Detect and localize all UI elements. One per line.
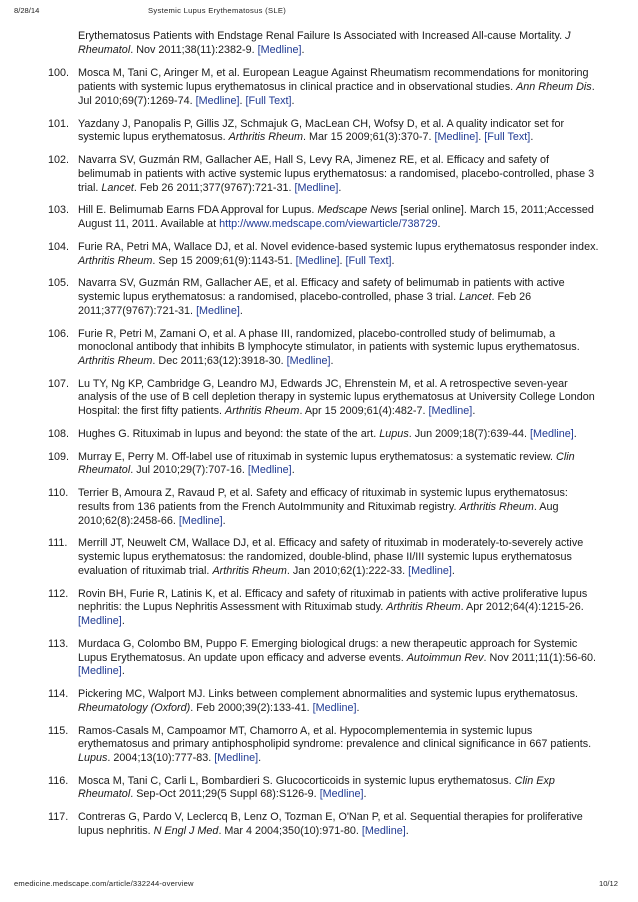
reference-text: Hughes G. Rituximab in lupus and beyond: the state of the art.	[78, 427, 380, 440]
reference-item: 107. Lu TY, Ng KP, Cambridge G, Leandro MJ, Edwards JC, Ehrenstein M, et al. A retrospective seven-year analysis of the use of B cell depletion therapy in systemic lupus erythematosus at University College London Hospital: the first fifty patients. Arthritis Rheum. Apr 15 2009;61(4):482-7. [Medline].	[48, 377, 595, 418]
reference-text: Navarra SV, Guzmán RM, Gallacher AE, et al. Efficacy and safety of belimumab in patients with active systemic lupus erythematosus: a randomised, placebo-controlled, phase 3 trial.	[78, 277, 565, 304]
reference-item: 102. Navarra SV, Guzmán RM, Gallacher AE, Hall S, Levy RA, Jimenez RE, et al. Efficacy and safety of belimumab in patients with active systemic lupus erythematosus: a randomised, placebo-controlled, phase 3 trial. Lancet. Feb 26 2011;377(9767):721-31. [Medline].	[48, 154, 595, 194]
citation-details: . Dec 2011;63(12):3918-30.	[152, 354, 287, 367]
reference-text: Murdaca G, Colombo BM, Puppo F. Emerging biological drugs: a new therapeutic approach for Systemic Lupus Erythematosus. An update upon efficacy and adverse events.	[78, 637, 578, 664]
page-number: 10/12	[598, 879, 618, 888]
journal-name: J Rheumatol	[78, 30, 571, 56]
reference-number: 105.	[48, 277, 70, 290]
journal-name: Arthritis Rheum	[386, 601, 461, 614]
citation-details: . Apr 2012;64(4):1215-26.	[460, 601, 584, 614]
reference-text: Rovin BH, Furie R, Latinis K, et al. Efficacy and safety of rituximab in patients with active proliferative lupus nephritis: the Lupus Nephritis Assessment with Rituximab study.	[78, 587, 588, 614]
references-list	[0, 30, 638, 848]
journal-name: Autoimmun Rev	[406, 651, 484, 664]
reference-item: 105. Navarra SV, Guzmán RM, Gallacher AE, et al. Efficacy and safety of belimumab in patients with active systemic lupus erythematosus: a randomised, placebo-controlled, phase 3 trial. Lancet. Feb 26 2011;377(9767):721-31. [Medline].	[48, 277, 565, 317]
reference-continued: Erythematosus Patients with Endstage Renal Failure Is Associated with Increased All-cause Mortality. J Rheumatol. Nov 2011;38(11):2382-9. [Medline].	[78, 30, 571, 56]
journal-name: Arthritis Rheum	[78, 354, 153, 367]
reference-text: Lu TY, Ng KP, Cambridge G, Leandro MJ, Edwards JC, Ehrenstein M, et al. A retrospective seven-year analysis of the use of B cell depletion therapy in systemic lupus erythematosus at University College London Hospital: the first fifty patients.	[78, 377, 595, 418]
citation-details: . Feb 26 2011;377(9767):721-31.	[133, 181, 295, 194]
reference-number: 115.	[48, 724, 69, 737]
reference-item: 116. Mosca M, Tani C, Carli L, Bombardieri S. Glucocorticoids in systemic lupus erythematosus. Clin Exp Rheumatol. Sep-Oct 2011;29(5 Suppl 68):S126-9. [Medline].	[48, 774, 555, 801]
journal-name: Arthritis Rheum	[212, 564, 287, 577]
citation-details: . Mar 15 2009;61(3):370-7.	[303, 131, 435, 144]
reference-number: 114.	[48, 688, 69, 701]
reference-number: 107.	[48, 377, 70, 390]
medline-link[interactable]: [Medline]	[295, 254, 340, 267]
citation-details: . Mar 4 2004;350(10):971-80.	[218, 824, 362, 837]
reference-number: 102.	[48, 154, 70, 167]
citation-details: . Jan 2010;62(1):222-33.	[286, 564, 409, 577]
citation-details: . Jul 2010;29(7):707-16.	[130, 464, 248, 477]
reference-item: 106. Furie R, Petri M, Zamani O, et al. A phase III, randomized, placebo-controlled study of belimumab, a monoclonal antibody that inhibits B lymphocyte stimulator, in patients with systemic lupus erythematosus. Arthritis Rheum. Dec 2011;63(12):3918-30. [Medline].	[48, 327, 580, 367]
reference-number: 103.	[48, 204, 70, 217]
reference-item: 101. Yazdany J, Panopalis P, Gillis JZ, Schmajuk G, MacLean CH, Wofsy D, et al. A quality indicator set for systemic lupus erythematosus. Arthritis Rheum. Mar 15 2009;61(3):370-7. [Medline]. [Full Text].	[48, 117, 565, 144]
medline-link[interactable]: [Medline]	[247, 464, 292, 477]
citation-details: . Jun 2009;18(7):639-44.	[408, 427, 530, 440]
reference-text: Yazdany J, Panopalis P, Gillis JZ, Schmajuk G, MacLean CH, Wofsy D, et al. A quality indicator set for systemic lupus erythematosus.	[78, 117, 565, 144]
medline-link[interactable]: [Medline]	[286, 354, 331, 367]
medline-link[interactable]: [Medline]	[196, 304, 240, 317]
full-text-link[interactable]: [Full Text]	[345, 254, 392, 267]
reference-item: 114. Pickering MC, Walport MJ. Links between complement abnormalities and systemic lupus erythematosus. Rheumatology (Oxford). Feb 2000;39(2):133-41. [Medline].	[48, 688, 579, 714]
citation-details: . Aug 2010;62(8):2458-66.	[78, 500, 559, 527]
reference-text: Furie RA, Petri MA, Wallace DJ, et al. Novel evidence-based systemic lupus erythematosus responder index.	[78, 240, 599, 253]
medline-link[interactable]: [Medline]	[434, 131, 479, 144]
citation-details: . Nov 2011;38(11):2382-9.	[130, 43, 258, 56]
journal-name: Lupus	[78, 751, 108, 764]
reference-number: 100.	[48, 67, 70, 80]
citation-details: . Feb 26 2011;377(9767):721-31.	[78, 291, 532, 317]
reference-text: Navarra SV, Guzmán RM, Gallacher AE, Hall S, Levy RA, Jimenez RE, et al. Efficacy and safety of belimumab in patients with active systemic lupus erythematosus: a randomised, placebo-controlled, phase 3 trial.	[78, 154, 595, 194]
citation-details: . Sep 15 2009;61(9):1143-51.	[152, 254, 296, 267]
medline-link[interactable]: [Medline]	[257, 43, 302, 56]
full-text-link[interactable]: [Full Text]	[484, 131, 531, 144]
reference-text: Furie R, Petri M, Zamani O, et al. A phase III, randomized, placebo-controlled study of belimumab, a monoclonal antibody that inhibits B lymphocyte stimulator, in patients with systemic lupus erythematosus.	[78, 327, 580, 354]
reference-text: Mosca M, Tani C, Carli L, Bombardieri S. Glucocorticoids in systemic lupus erythematosus.	[78, 774, 515, 787]
journal-name: Lupus	[379, 427, 409, 440]
citation-details: . 2004;13(10):777-83.	[107, 751, 215, 764]
journal-name: Medscape News	[317, 204, 398, 217]
reference-number: 109.	[48, 450, 70, 463]
reference-item: 100. Mosca M, Tani C, Aringer M, et al. European League Against Rheumatism recommendations for monitoring patients with systemic lupus erythematosus in clinical practice and in observational studies. Ann Rheum Dis. Jul 2010;69(7):1269-74. [Medline]. [Full Text].	[48, 67, 595, 107]
medline-link[interactable]: [Medline]	[214, 751, 259, 764]
print-date: 8/28/14	[14, 6, 40, 15]
journal-name: Arthritis Rheum	[78, 254, 153, 267]
reference-number: 112.	[48, 587, 69, 600]
reference-item: 104. Furie RA, Petri MA, Wallace DJ, et al. Novel evidence-based systemic lupus erythematosus responder index. Arthritis Rheum. Sep 15 2009;61(9):1143-51. [Medline]. [Full Text].	[48, 240, 599, 267]
citation-details: . Apr 15 2009;61(4):482-7.	[299, 405, 429, 418]
reference-item: 108. Hughes G. Rituximab in lupus and beyond: the state of the art. Lupus. Jun 2009;18(7):639-44. [Medline].	[48, 427, 577, 440]
reference-item	[0, 204, 638, 231]
reference-number: 113.	[48, 637, 69, 650]
page-url: emedicine.medscape.com/article/332244-overview	[14, 879, 194, 888]
external-url-link[interactable]: http://www.medscape.com/viewarticle/738729	[219, 218, 438, 231]
medline-link[interactable]: [Medline]	[361, 824, 406, 837]
reference-item: 113. Murdaca G, Colombo BM, Puppo F. Emerging biological drugs: a new therapeutic approach for Systemic Lupus Erythematosus. An update upon efficacy and adverse events. Autoimmun Rev. Nov 2011;11(1):56-60. [Medline].	[48, 637, 596, 678]
document-title: Systemic Lupus Erythematosus (SLE)	[148, 6, 287, 15]
medline-link[interactable]: [Medline]	[294, 181, 339, 194]
reference-number: 116.	[48, 774, 69, 787]
citation-details: . Feb 2000;39(2):133-41.	[190, 701, 313, 714]
medline-link[interactable]: [Medline]	[195, 94, 240, 107]
page-footer	[14, 879, 624, 891]
journal-name: Arthritis Rheum	[459, 500, 534, 513]
citation-details: [serial online]. March 15, 2011;Accessed August 11, 2011. Available at	[78, 204, 594, 231]
reference-text: Erythematosus Patients with Endstage Renal Failure Is Associated with Increased All-cause Mortality.	[78, 30, 566, 42]
reference-number: 108.	[48, 427, 70, 440]
reference-text: Contreras G, Pardo V, Leclercq B, Lenz O, Tozman E, O'Nan P, et al. Sequential therapies for proliferative lupus nephritis.	[78, 811, 583, 837]
medline-link[interactable]: [Medline]	[408, 564, 452, 577]
reference-number: 104.	[48, 240, 70, 253]
reference-text: Ramos-Casals M, Campoamor MT, Chamorro A, et al. Hypocomplementemia in systemic lupus erythematosus and primary antiphospholipid syndrome: prevalence and clinical significance in 667 patients.	[78, 724, 592, 751]
medline-link[interactable]: [Medline]	[428, 405, 473, 418]
citation-details: . Nov 2011;11(1):56-60.	[483, 651, 596, 664]
full-text-link[interactable]: [Full Text]	[245, 94, 292, 107]
reference-number: 106.	[48, 327, 70, 340]
medline-link[interactable]: [Medline]	[178, 514, 223, 527]
citation-details: . Sep-Oct 2011;29(5 Suppl 68):S126-9.	[130, 788, 320, 801]
reference-text: Merrill JT, Neuwelt CM, Wallace DJ, et al. Efficacy and safety of rituximab in moderately-to-severely active systemic lupus erythematosus: the randomized, double-blind, phase II/III systemic lupus erythematosus evaluation of rituximab trial.	[78, 537, 584, 577]
reference-tail: .	[437, 218, 441, 231]
medline-link[interactable]: [Medline]	[78, 665, 122, 678]
reference-number: 101.	[48, 117, 70, 130]
journal-name: Clin Rheumatol	[78, 450, 575, 477]
journal-name: Clin Exp Rheumatol	[78, 774, 555, 801]
page-header	[14, 6, 624, 18]
journal-name: Ann Rheum Dis	[516, 81, 592, 94]
medline-link[interactable]: [Medline]	[312, 701, 357, 714]
journal-name: Arthritis Rheum	[228, 131, 304, 144]
reference-item: 110. Terrier B, Amoura Z, Ravaud P, et al. Safety and efficacy of rituximab in systemic lupus erythematosus: results from 136 patients from the French AutoImmunity and Rituximab registry. Arthritis Rheum. Aug 2010;62(8):2458-66. [Medline].	[48, 487, 568, 527]
reference-number: 110.	[48, 487, 69, 500]
medline-link[interactable]: [Medline]	[319, 788, 364, 801]
medline-link[interactable]: [Medline]	[529, 427, 574, 440]
journal-name: Arthritis Rheum	[225, 405, 300, 418]
reference-text: Mosca M, Tani C, Aringer M, et al. European League Against Rheumatism recommendations for monitoring patients with systemic lupus erythematosus in clinical practice and in observational studies.	[78, 67, 589, 94]
journal-name: Rheumatology (Oxford)	[78, 701, 191, 714]
reference-text: Murray E, Perry M. Off-label use of rituximab in systemic lupus erythematosus: a systematic review.	[78, 450, 557, 463]
reference-item: 111. Merrill JT, Neuwelt CM, Wallace DJ, et al. Efficacy and safety of rituximab in moderately-to-severely active systemic lupus erythematosus: the randomized, double-blind, phase II/III systemic lupus erythematosus evaluation of rituximab trial. Arthritis Rheum. Jan 2010;62(1):222-33. [Medline].	[48, 537, 584, 577]
reference-number: 117.	[48, 811, 69, 824]
reference-item: 115. Ramos-Casals M, Campoamor MT, Chamorro A, et al. Hypocomplementemia in systemic lupus erythematosus and primary antiphospholipid syndrome: prevalence and clinical significance in 667 patients. Lupus. 2004;13(10):777-83. [Medline].	[48, 724, 592, 764]
journal-name: Lancet	[101, 181, 134, 194]
reference-item: 112. Rovin BH, Furie R, Latinis K, et al. Efficacy and safety of rituximab in patients with active proliferative lupus nephritis: the Lupus Nephritis Assessment with Rituximab study. Arthritis Rheum. Apr 2012;64(4):1215-26. [Medline].	[48, 587, 588, 628]
journal-name: N Engl J Med	[153, 824, 219, 837]
reference-text: Pickering MC, Walport MJ. Links between complement abnormalities and systemic lupus erythematosus.	[78, 688, 579, 701]
journal-name: Lancet	[459, 291, 492, 304]
reference-text: Terrier B, Amoura Z, Ravaud P, et al. Safety and efficacy of rituximab in systemic lupus erythematosus: results from 136 patients from the French AutoImmunity and Rituximab registry.	[78, 487, 568, 513]
medline-link[interactable]: [Medline]	[78, 615, 122, 628]
reference-number: 111.	[48, 537, 68, 550]
citation-details: . Jul 2010;69(7):1269-74.	[78, 81, 595, 107]
reference-item: 117. Contreras G, Pardo V, Leclercq B, Lenz O, Tozman E, O'Nan P, et al. Sequential therapies for proliferative lupus nephritis. N Engl J Med. Mar 4 2004;350(10):971-80. [Medline].	[48, 811, 583, 837]
reference-text: Hill E. Belimumab Earns FDA Approval for Lupus.	[78, 204, 318, 217]
reference-item: 109. Murray E, Perry M. Off-label use of rituximab in systemic lupus erythematosus: a systematic review. Clin Rheumatol. Jul 2010;29(7):707-16. [Medline].	[48, 450, 575, 477]
